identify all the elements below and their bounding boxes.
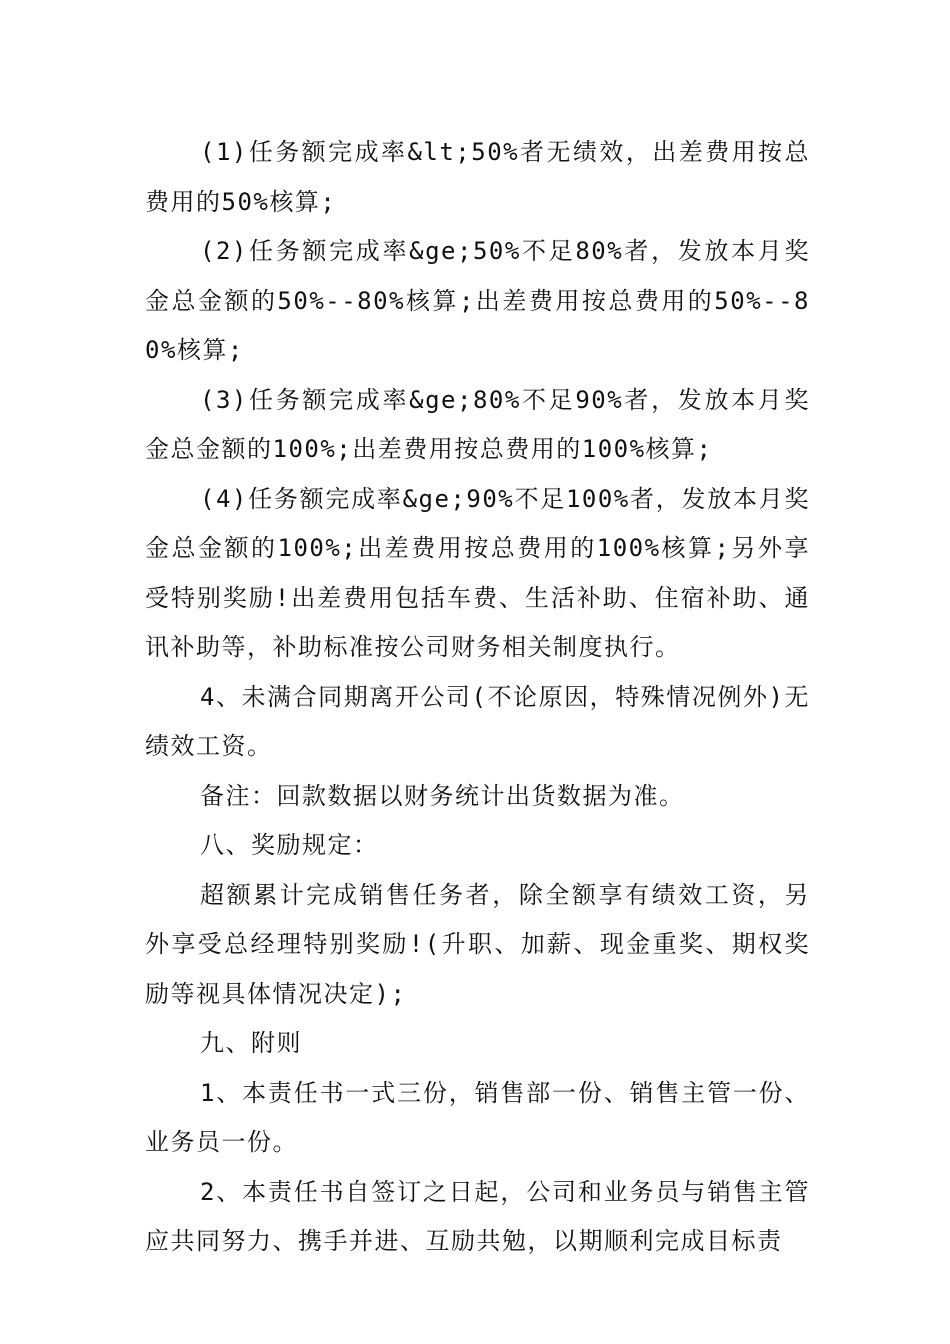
- clause-1-paragraph: (1)任务额完成率&lt;50%者无绩效，出差费用按总费用的50%核算;: [145, 138, 810, 216]
- clause-4-paragraph: (4)任务额完成率&ge;90%不足100%者，发放本月奖金总金额的100%;出差费用按总费用的100%核算;另外享受特别奖励!出差费用包括车费、生活补助、住宿补助、通讯补助等，补助标准按公司财务相关制度执行。: [145, 484, 810, 661]
- remark-paragraph: 备注：回款数据以财务统计出货数据为准。: [200, 781, 685, 810]
- appendix-item-1: 1、本责任书一式三份，销售部一份、销售主管一份、业务员一份。: [145, 1078, 810, 1156]
- section-heading-appendix: 九、附则: [200, 1029, 302, 1057]
- rewards-paragraph: 超额累计完成销售任务者，除全额享有绩效工资，另外享受总经理特别奖励!(升职、加薪、现金重奖、期权奖励等视具体情况决定);: [145, 880, 810, 1008]
- clause-3-paragraph: (3)任务额完成率&ge;80%不足90%者，发放本月奖金总金额的100%;出差费用按总费用的100%核算;: [145, 385, 810, 463]
- section-heading-rewards: 八、奖励规定：: [200, 831, 379, 859]
- document-body: [145, 128, 810, 1267]
- clause-2-paragraph: (2)任务额完成率&ge;50%不足80%者，发放本月奖金总金额的50%--80%核算;出差费用按总费用的50%--80%核算;: [145, 237, 810, 364]
- early-leave-paragraph: 4、未满合同期离开公司(不论原因，特殊情况例外)无绩效工资。: [145, 682, 810, 760]
- appendix-item-2: 2、本责任书自签订之日起，公司和业务员与销售主管应共同努力、携手并进、互励共勉，以期顺利完成目标责: [145, 1177, 810, 1255]
